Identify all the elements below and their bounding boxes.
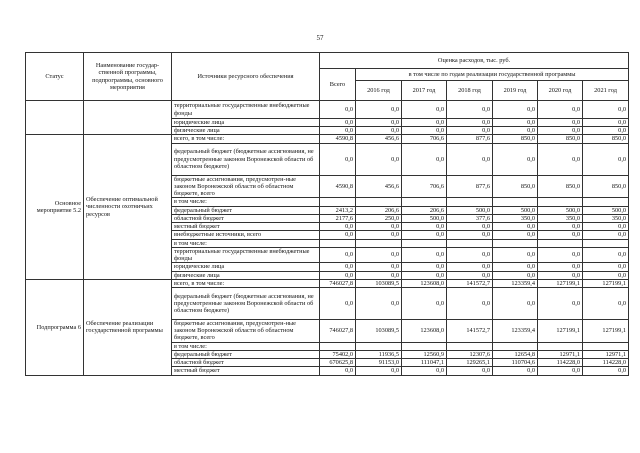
funding-source-cell: в том числе:: [172, 239, 320, 247]
year-value-cell: 0,0: [538, 263, 583, 271]
year-value-cell: 12971,1: [538, 350, 583, 358]
funding-source-cell: физические лица: [172, 271, 320, 279]
funding-source-cell: территориальные государственные внебюджетные фонды: [172, 101, 320, 119]
year-value-cell: 0,0: [402, 271, 447, 279]
year-value-cell: 0,0: [402, 119, 447, 127]
year-value-cell: 0,0: [583, 231, 629, 239]
header-sources: Источники ресурсного обеспечения: [172, 53, 320, 101]
year-value-cell: 850,0: [538, 175, 583, 198]
year-value-cell: 127199,1: [583, 279, 629, 287]
year-value-cell: 0,0: [493, 231, 538, 239]
total-value-cell: 670625,8: [320, 359, 356, 367]
year-value-cell: 0,0: [493, 247, 538, 262]
year-value-cell: 12971,1: [583, 350, 629, 358]
budget-table: [25, 52, 629, 376]
page-number: 57: [316, 34, 324, 42]
year-value-cell: 0,0: [583, 247, 629, 262]
year-value-cell: 500,0: [493, 206, 538, 214]
total-value-cell: [320, 198, 356, 206]
year-value-cell: 12307,6: [447, 350, 493, 358]
year-value-cell: [493, 239, 538, 247]
year-value-cell: 0,0: [356, 263, 402, 271]
header-year: 2020 год: [538, 81, 583, 101]
year-value-cell: [538, 342, 583, 350]
year-value-cell: 0,0: [583, 263, 629, 271]
year-value-cell: 0,0: [493, 101, 538, 119]
year-value-cell: 0,0: [583, 287, 629, 319]
funding-source-cell: областной бюджет: [172, 214, 320, 222]
year-value-cell: 110704,6: [493, 359, 538, 367]
funding-source-cell: физические лица: [172, 127, 320, 135]
year-value-cell: [583, 342, 629, 350]
year-value-cell: [583, 198, 629, 206]
total-value-cell: [320, 239, 356, 247]
funding-source-cell: в том числе:: [172, 342, 320, 350]
year-value-cell: 0,0: [447, 101, 493, 119]
year-value-cell: 500,0: [583, 206, 629, 214]
year-value-cell: 0,0: [447, 367, 493, 375]
year-value-cell: 0,0: [356, 271, 402, 279]
total-value-cell: [320, 342, 356, 350]
total-value-cell: 0,0: [320, 119, 356, 127]
year-value-cell: 206,6: [402, 206, 447, 214]
funding-source-cell: местный бюджет: [172, 367, 320, 375]
year-value-cell: 456,6: [356, 175, 402, 198]
total-value-cell: 0,0: [320, 287, 356, 319]
year-value-cell: 0,0: [356, 367, 402, 375]
year-value-cell: 350,0: [538, 214, 583, 222]
year-value-cell: 0,0: [583, 119, 629, 127]
header-year: 2018 год: [447, 81, 493, 101]
status-cell: Подпрограмма 6: [26, 279, 84, 375]
year-value-cell: 0,0: [538, 223, 583, 231]
year-value-cell: 123608,0: [402, 319, 447, 342]
year-value-cell: 11936,5: [356, 350, 402, 358]
year-value-cell: 0,0: [402, 231, 447, 239]
funding-source-cell: федеральный бюджет (бюджетные ассигнования, не предусмотренные законом Воронежской области об областном бюджете): [172, 287, 320, 319]
funding-source-cell: всего, в том числе:: [172, 279, 320, 287]
year-value-cell: [493, 198, 538, 206]
funding-source-cell: федеральный бюджет: [172, 350, 320, 358]
year-value-cell: [402, 198, 447, 206]
program-name-cell: Обеспечение оптимальной численности охотничьих ресурсов: [84, 135, 172, 279]
year-value-cell: 0,0: [356, 223, 402, 231]
funding-source-cell: федеральный бюджет (бюджетные ассигнования, не предусмотренные законом Воронежской области об областном бюджете): [172, 143, 320, 175]
year-value-cell: [493, 342, 538, 350]
year-value-cell: 0,0: [538, 119, 583, 127]
year-value-cell: 0,0: [356, 127, 402, 135]
year-value-cell: 0,0: [583, 127, 629, 135]
year-value-cell: 114228,0: [538, 359, 583, 367]
year-value-cell: 456,6: [356, 135, 402, 143]
header-total: Всего: [320, 69, 356, 101]
total-value-cell: 4590,8: [320, 175, 356, 198]
funding-source-cell: в том числе:: [172, 198, 320, 206]
table-body: [26, 101, 629, 376]
total-value-cell: 746027,8: [320, 279, 356, 287]
year-value-cell: 0,0: [493, 223, 538, 231]
funding-source-cell: федеральный бюджет: [172, 206, 320, 214]
year-value-cell: [447, 342, 493, 350]
year-value-cell: 0,0: [493, 143, 538, 175]
year-value-cell: 103089,5: [356, 279, 402, 287]
total-value-cell: 0,0: [320, 143, 356, 175]
year-value-cell: 850,0: [493, 135, 538, 143]
year-value-cell: 103089,5: [356, 319, 402, 342]
total-value-cell: 0,0: [320, 101, 356, 119]
year-value-cell: 111047,1: [402, 359, 447, 367]
year-value-cell: 0,0: [356, 143, 402, 175]
year-value-cell: [538, 198, 583, 206]
year-value-cell: 0,0: [402, 263, 447, 271]
header-year: 2016 год: [356, 81, 402, 101]
year-value-cell: 0,0: [493, 367, 538, 375]
year-value-cell: 0,0: [493, 263, 538, 271]
funding-source-cell: областной бюджет: [172, 359, 320, 367]
year-value-cell: 123608,0: [402, 279, 447, 287]
year-value-cell: 850,0: [493, 175, 538, 198]
year-value-cell: 0,0: [447, 127, 493, 135]
year-value-cell: 0,0: [356, 119, 402, 127]
year-value-cell: 0,0: [538, 247, 583, 262]
year-value-cell: 127199,1: [538, 319, 583, 342]
total-value-cell: 2177,6: [320, 214, 356, 222]
year-value-cell: [356, 239, 402, 247]
year-value-cell: [447, 198, 493, 206]
year-value-cell: 500,0: [402, 214, 447, 222]
funding-source-cell: внебюджетные источники, всего: [172, 231, 320, 239]
year-value-cell: 0,0: [356, 231, 402, 239]
year-value-cell: 141572,7: [447, 319, 493, 342]
year-value-cell: 206,6: [356, 206, 402, 214]
year-value-cell: 377,6: [447, 214, 493, 222]
program-name-cell: [84, 101, 172, 135]
year-value-cell: 850,0: [583, 175, 629, 198]
year-value-cell: [356, 198, 402, 206]
year-value-cell: 706,6: [402, 175, 447, 198]
funding-source-cell: бюджетные ассигнования, предусмотрен-ные законом Воронежской области об областном бюджете, всего: [172, 175, 320, 198]
year-value-cell: 0,0: [493, 119, 538, 127]
total-value-cell: 0,0: [320, 247, 356, 262]
year-value-cell: 0,0: [356, 247, 402, 262]
year-value-cell: 706,6: [402, 135, 447, 143]
year-value-cell: 91153,0: [356, 359, 402, 367]
year-value-cell: 877,6: [447, 135, 493, 143]
year-value-cell: 0,0: [583, 223, 629, 231]
status-cell: Основное мероприятие 5.2: [26, 135, 84, 279]
year-value-cell: 0,0: [402, 367, 447, 375]
year-value-cell: 250,0: [356, 214, 402, 222]
year-value-cell: 0,0: [538, 127, 583, 135]
year-value-cell: 0,0: [583, 143, 629, 175]
year-value-cell: 0,0: [538, 271, 583, 279]
year-value-cell: 0,0: [538, 143, 583, 175]
year-value-cell: 12560,9: [402, 350, 447, 358]
header-estimate: Оценка расходов, тыс. руб.: [320, 53, 629, 69]
year-value-cell: 0,0: [538, 367, 583, 375]
year-value-cell: 350,0: [583, 214, 629, 222]
year-value-cell: 0,0: [583, 101, 629, 119]
year-value-cell: 0,0: [402, 101, 447, 119]
table-row: [26, 101, 629, 119]
header-year: 2021 год: [583, 81, 629, 101]
year-value-cell: 0,0: [583, 271, 629, 279]
year-value-cell: 0,0: [447, 231, 493, 239]
year-value-cell: 877,6: [447, 175, 493, 198]
year-value-cell: 0,0: [447, 247, 493, 262]
total-value-cell: 0,0: [320, 367, 356, 375]
total-value-cell: 0,0: [320, 223, 356, 231]
year-value-cell: 0,0: [493, 127, 538, 135]
total-value-cell: 746027,8: [320, 319, 356, 342]
year-value-cell: 127199,1: [583, 319, 629, 342]
header-status: Статус: [26, 53, 84, 101]
total-value-cell: 2413,2: [320, 206, 356, 214]
total-value-cell: 0,0: [320, 271, 356, 279]
funding-source-cell: местный бюджет: [172, 223, 320, 231]
total-value-cell: 4590,8: [320, 135, 356, 143]
header-year: 2017 год: [402, 81, 447, 101]
year-value-cell: 0,0: [538, 101, 583, 119]
year-value-cell: 0,0: [493, 271, 538, 279]
total-value-cell: 75402,0: [320, 350, 356, 358]
year-value-cell: 0,0: [402, 143, 447, 175]
year-value-cell: 0,0: [402, 247, 447, 262]
year-value-cell: 0,0: [583, 367, 629, 375]
year-value-cell: 0,0: [447, 271, 493, 279]
funding-source-cell: юридические лица: [172, 263, 320, 271]
year-value-cell: 123359,4: [493, 279, 538, 287]
year-value-cell: 0,0: [402, 223, 447, 231]
year-value-cell: 0,0: [538, 287, 583, 319]
program-name-cell: Обеспечение реализации государственной программы: [84, 279, 172, 375]
year-value-cell: 12654,8: [493, 350, 538, 358]
year-value-cell: 0,0: [447, 263, 493, 271]
header-year: 2019 год: [493, 81, 538, 101]
year-value-cell: 500,0: [538, 206, 583, 214]
year-value-cell: 0,0: [447, 287, 493, 319]
total-value-cell: 0,0: [320, 127, 356, 135]
year-value-cell: [356, 342, 402, 350]
year-value-cell: 500,0: [447, 206, 493, 214]
year-value-cell: [538, 239, 583, 247]
year-value-cell: 0,0: [356, 287, 402, 319]
year-value-cell: 0,0: [402, 127, 447, 135]
funding-source-cell: территориальные государственные внебюджетные фонды: [172, 247, 320, 262]
year-value-cell: 0,0: [402, 287, 447, 319]
funding-source-cell: всего, в том числе:: [172, 135, 320, 143]
year-value-cell: [402, 342, 447, 350]
year-value-cell: 114228,0: [583, 359, 629, 367]
year-value-cell: 0,0: [447, 223, 493, 231]
table-row: [26, 279, 629, 287]
year-value-cell: 127199,1: [538, 279, 583, 287]
year-value-cell: 123359,4: [493, 319, 538, 342]
year-value-cell: 0,0: [493, 287, 538, 319]
year-value-cell: [402, 239, 447, 247]
funding-source-cell: юридические лица: [172, 119, 320, 127]
year-value-cell: 141572,7: [447, 279, 493, 287]
table-row: [26, 135, 629, 143]
total-value-cell: 0,0: [320, 263, 356, 271]
year-value-cell: 0,0: [538, 231, 583, 239]
year-value-cell: 0,0: [356, 101, 402, 119]
funding-source-cell: бюджетные ассигнования, предусмотрен-ные законом Воронежской области об областном бюджете, всего: [172, 319, 320, 342]
year-value-cell: 350,0: [493, 214, 538, 222]
year-value-cell: 0,0: [447, 143, 493, 175]
header-name: Наименование государ-ственной программы, подпрограммы, основного мероприятия: [84, 53, 172, 101]
table-header: [26, 53, 629, 101]
total-value-cell: 0,0: [320, 231, 356, 239]
year-value-cell: 850,0: [583, 135, 629, 143]
status-cell: [26, 101, 84, 135]
year-value-cell: 850,0: [538, 135, 583, 143]
year-value-cell: 129265,1: [447, 359, 493, 367]
year-value-cell: [447, 239, 493, 247]
year-value-cell: 0,0: [447, 119, 493, 127]
year-value-cell: [583, 239, 629, 247]
header-by-year: в том числе по годам реализации государственной программы: [356, 69, 629, 81]
